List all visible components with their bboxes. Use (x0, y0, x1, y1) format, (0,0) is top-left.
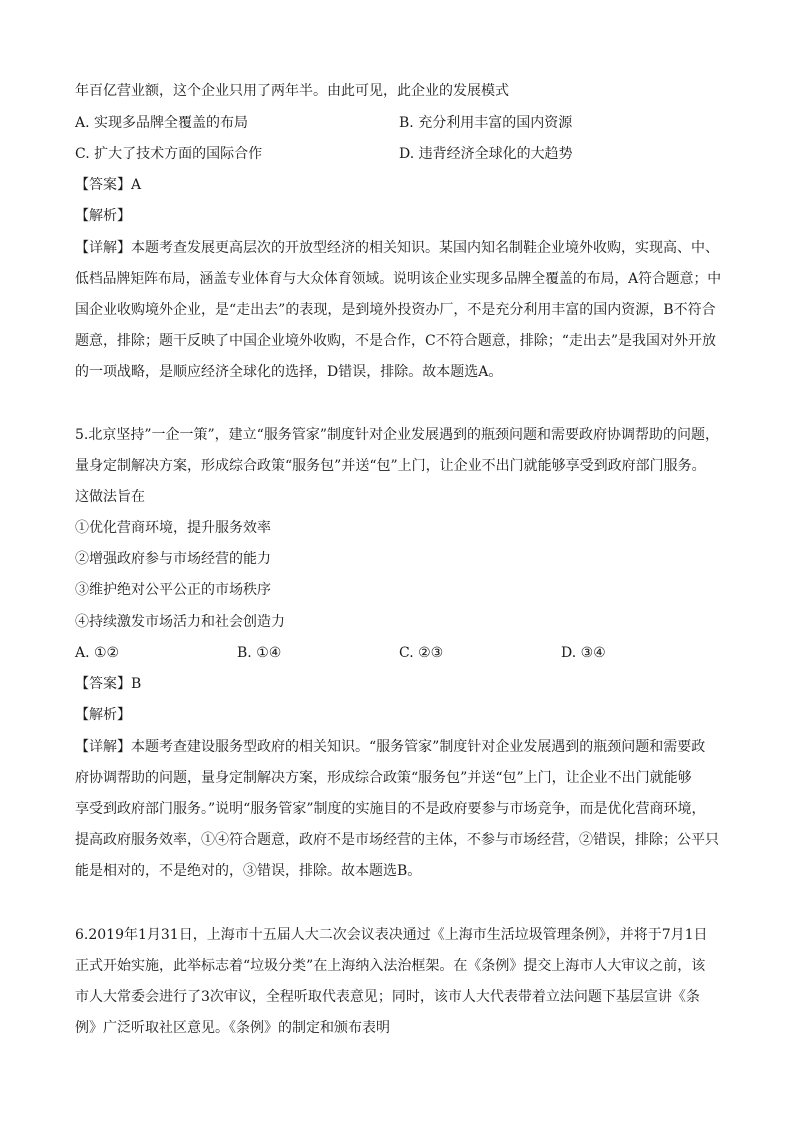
q5-option-c: C. ②③ (399, 645, 444, 661)
q5-detail-line: 能是相对的，不是绝对的，③错误，排除。故本题选B。 (75, 863, 422, 879)
q4-option-d: D. 违背经济全球化的大趋势 (399, 146, 573, 162)
q4-detail-line: 【详解】本题考查发展更高层次的开放型经济的相关知识。某国内知名制鞋企业境外收购，实现高、中、 (75, 240, 719, 256)
q5-stem-line: 这做法旨在 (75, 489, 145, 505)
q6-stem-line: 6.2019年1月31日，上海市十五届人大二次会议表决通过《上海市生活垃圾管理条例》，并将于7月1日 (75, 927, 708, 943)
q5-item: ④持续激发市场活力和社会创造力 (75, 614, 285, 630)
q5-detail-line: 府协调帮助的问题，量身定制解决方案，形成综合政策“服务包”并送“包”上门，让企业不出门就能够 (75, 770, 692, 786)
q5-option-a: A. ①② (75, 645, 120, 661)
q5-detail-line: 【详解】本题考查建设服务型政府的相关知识。“服务管家”制度针对企业发展遇到的瓶颈问题和需要政 (75, 739, 706, 755)
q4-stem-tail: 年百亿营业额，这个企业只用了两年半。由此可见，此企业的发展模式 (75, 83, 509, 99)
q6-stem-line: 例》广泛听取社区意见。《条例》的制定和颁布表明 (75, 1020, 390, 1036)
q5-answer: 【答案】B (75, 676, 142, 692)
q6-stem-line: 市人大常委会进行了3次审议，全程听取代表意见；同时，该市人大代表带着立法问题下基层宣讲《条 (75, 989, 700, 1005)
q5-analysis-label: 【解析】 (75, 707, 131, 723)
q4-option-c: C. 扩大了技术方面的国际合作 (75, 146, 263, 162)
q5-stem-line: 5.北京坚持”一企一策”，建立“服务管家”制度针对企业发展遇到的瓶颈问题和需要政府协调帮助的问题， (75, 427, 719, 443)
q5-detail-line: 提高政府服务效率，①④符合题意，政府不是市场经营的主体，不参与市场经营，②错误，排除；公平只 (75, 832, 719, 848)
q5-option-d: D. ③④ (561, 645, 606, 661)
q4-detail-line: 的一项战略，是顺应经济全球化的选择，D错误，排除。故本题选A。 (75, 364, 503, 380)
q4-answer: 【答案】A (75, 177, 142, 193)
q6-stem-line: 正式开始实施，此举标志着“垃圾分类”在上海纳入法治框架。在《条例》提交上海市人大审议之前，该 (75, 958, 706, 974)
q5-option-b: B. ①④ (237, 645, 282, 661)
q5-detail-line: 享受到政府部门服务。”说明“服务管家”制度的实施目的不是政府要参与市场竞争，而是优化营商环境， (75, 801, 706, 817)
q4-option-b: B. 充分利用丰富的国内资源 (399, 115, 573, 131)
q4-option-a: A. 实现多品牌全覆盖的布局 (75, 115, 249, 131)
q5-item: ①优化营商环境，提升服务效率 (75, 520, 271, 536)
q5-item: ②增强政府参与市场经营的能力 (75, 551, 271, 567)
q5-item: ③维护绝对公平公正的市场秩序 (75, 582, 271, 598)
q4-detail-line: 低档品牌矩阵布局，涵盖专业体育与大众体育领域。说明该企业实现多品牌全覆盖的布局，A符合题意；中 (75, 271, 722, 287)
q5-stem-line: 量身定制解决方案，形成综合政策“服务包”并送“包”上门，让企业不出门就能够享受到政府部门服务。 (75, 458, 706, 474)
q4-detail-line: 题意，排除；题干反映了中国企业境外收购，不是合作，C不符合题意，排除；“走出去”是我国对外开放 (75, 333, 717, 349)
q4-detail-line: 国企业收购境外企业，是“走出去”的表现，是到境外投资办厂，不是充分利用丰富的国内资源，B不符合 (75, 302, 716, 318)
q4-analysis-label: 【解析】 (75, 208, 131, 224)
